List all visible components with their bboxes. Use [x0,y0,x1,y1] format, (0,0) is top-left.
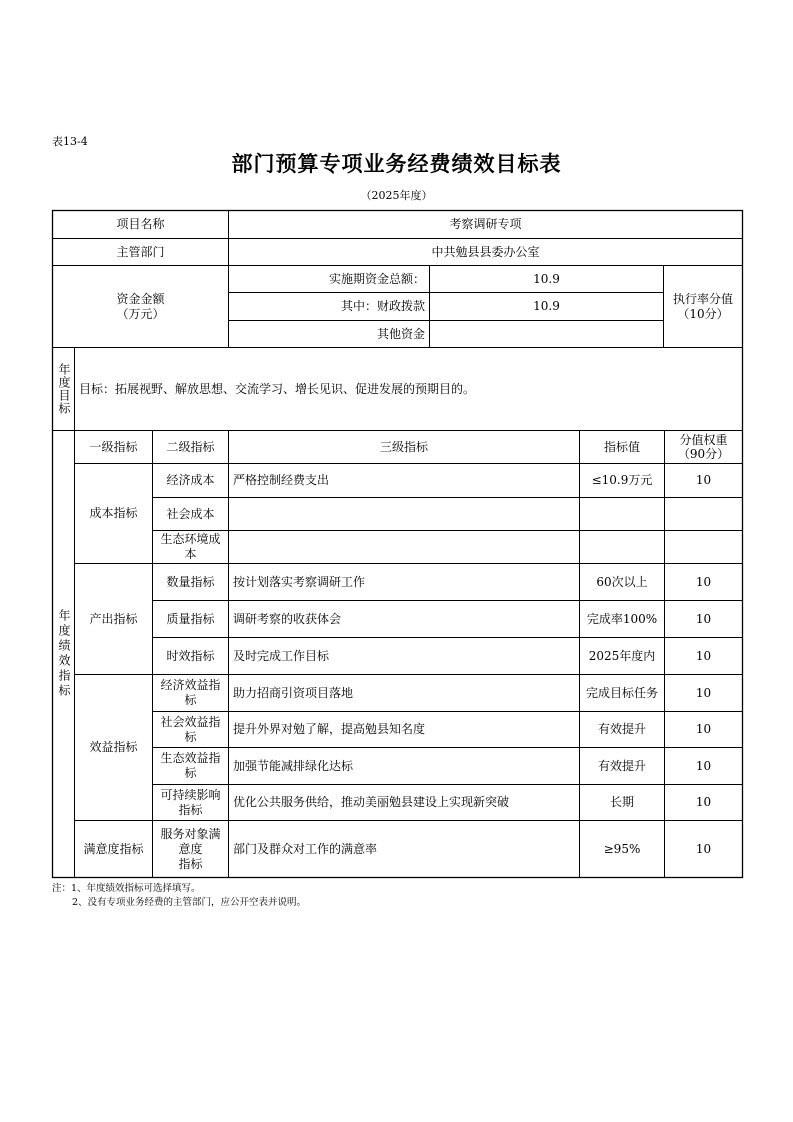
table-row-level2: 生态效益指 标 [160,751,221,780]
project-name-label: 项目名称 [116,217,165,231]
table-row-level3: 按计划落实考察调研工作 [233,574,366,589]
table-row-level2: 服务对象满 意度 指标 [160,826,221,871]
table-row-level2: 生态环境成 本 [160,532,221,561]
level1-output: 产出指标 [89,611,138,626]
page-title: 部门预算专项业务经费绩效目标表 [231,152,562,176]
footnotes [52,882,306,910]
table-row-level2: 可持续影响 指标 [160,787,221,817]
table-row-weight: 10 [695,473,712,487]
table-row-level2: 时效指标 [166,648,215,663]
header-value: 指标值 [603,439,640,454]
funds-other-value [430,321,663,347]
level1-satisfaction: 满意度指标 [83,841,144,856]
funds-label: 资金金额 （万元） [116,291,165,321]
table-row-level3: 调研考察的收获体会 [233,611,342,626]
table-row-level3: 提升外界对勉了解，提高勉县知名度 [233,722,426,736]
table-row-weight: 10 [695,648,712,663]
table-row-level3: 部门及群众对工作的满意率 [233,841,378,856]
table-row-value: 长期 [609,795,634,809]
table-row-level2: 社会效益指 标 [160,714,221,744]
table-row-weight: 10 [695,841,712,856]
table-row-weight: 10 [695,574,712,589]
footnote-2: 2、没有专项业务经费的主管部门，应公开空表并说明。 [72,897,307,908]
funds-fiscal-value: 10.9 [533,299,560,313]
table-row-value: 60次以上 [596,574,648,589]
table-row-level3: 助力招商引资项目落地 [233,685,354,700]
table-row-value: 有效提升 [597,722,646,736]
table-row-weight [665,498,742,530]
table-row-value: 完成目标任务 [585,685,658,700]
table-row-level3 [229,498,579,530]
table-row-level3: 加强节能减排绿化达标 [233,758,354,773]
table-row-weight: 10 [695,758,712,773]
project-name-value: 考察调研专项 [449,217,522,231]
table-row-value: 2025年度内 [588,648,656,663]
table-row-level2: 数量指标 [166,574,215,589]
annual-goal-label: 年度目标 [57,363,71,415]
table-row-level2: 质量指标 [166,611,215,626]
table-row-weight [665,531,742,563]
annual-indicators-label: 年度绩效指标 [57,609,71,699]
table-row-level3: 及时完成工作目标 [233,648,330,663]
funds-fiscal-label: 其中：财政拨款 [340,299,425,313]
department-value: 中共勉县县委办公室 [431,244,540,259]
table-row-value: ≥95% [603,841,641,856]
table-row-level3 [229,531,579,563]
level1-cost: 成本指标 [89,506,138,520]
table-row-value: ≤10.9万元 [591,473,653,487]
header-level3: 三级指标 [379,439,428,454]
footnote-1: 注：1、年度绩效指标可选择填写。 [52,883,201,894]
table-row-level2: 经济效益指 标 [160,678,221,707]
table-row-value: 完成率100% [586,611,658,626]
table-row-level3: 优化公共服务供给，推动美丽勉县建设上实现新突破 [233,795,510,809]
table-row-weight: 10 [695,722,712,736]
header-level2: 二级指标 [166,439,215,454]
table-row-value [580,498,664,530]
header-level1: 一级指标 [89,439,138,454]
funds-total-label: 实施期资金总额： [328,271,425,286]
table-row-value [580,531,664,563]
execution-rate-label: 执行率分值 （10分） [672,291,733,321]
page-subtitle: （2025年度） [360,189,433,202]
table-row-value: 有效提升 [597,758,646,773]
level1-benefit: 效益指标 [89,740,138,754]
annual-goal-text: 目标：拓展视野、解放思想、交流学习、增长见识、促进发展的预期目的。 [79,381,476,396]
department-label: 主管部门 [116,244,165,259]
table-row-weight: 10 [695,611,712,626]
table-row-level2: 经济成本 [166,473,215,487]
table-row-level2: 社会成本 [166,506,215,521]
funds-other-label: 其他资金 [376,326,425,341]
funds-total-value: 10.9 [533,271,560,286]
table-row-weight: 10 [695,795,712,809]
table-row-weight: 10 [695,685,712,700]
table-number: 表13-4 [52,135,88,148]
header-weight: 分值权重 （90分） [677,433,730,461]
table-row-level3: 严格控制经费支出 [233,473,330,487]
